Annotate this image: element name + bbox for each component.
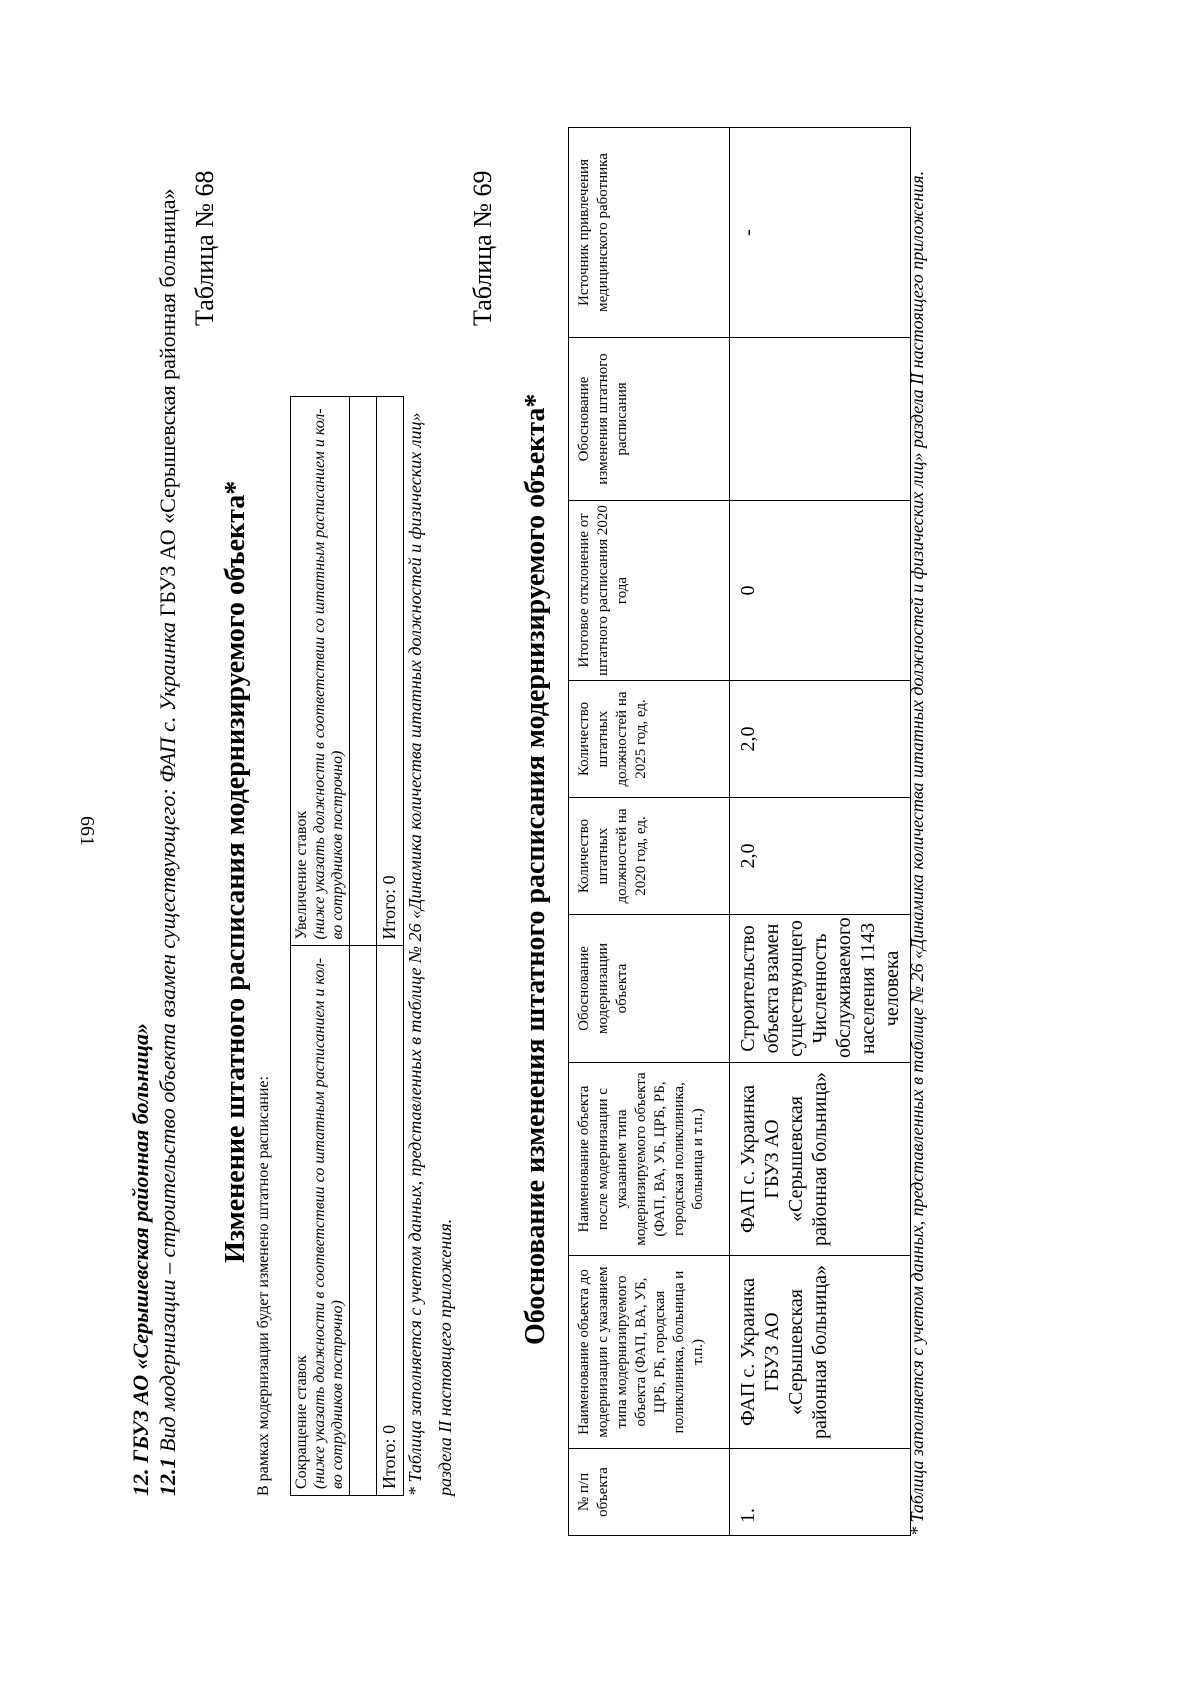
table69-footnote: * Таблица заполняется с учетом данных, представленных в таблице № 26 «Динамика количества штатных должностей и физических лиц» раздела II настоящего приложения. xyxy=(907,170,927,1536)
cell-count-2020: 2,0 xyxy=(730,798,911,915)
table69-title: Обоснование изменения штатного расписания модернизируемого объекта* xyxy=(520,393,551,1345)
header-name-before: Наименование объекта до модернизации с указанием типа модернизируемого объекта (ФАП, ВА, УБ, ЦРБ, РБ, городская поликлиника, больница и т.п.) xyxy=(569,1256,730,1449)
header-justification: Обоснование модернизации объекта xyxy=(569,915,730,1063)
header-deviation: Итоговое отклонение от штатного расписания 2020 года xyxy=(569,501,730,681)
header-name-after: Наименование объекта после модернизации с указанием типа модернизируемого объекта (ФАП, ВА, УБ, ЦРБ, РБ, городская поликлиника, больница и т.п.) xyxy=(569,1063,730,1256)
cell-name-before: ФАП с. Украинка ГБУЗ АО «Серышевская районная больница» xyxy=(730,1256,911,1449)
empty-cell xyxy=(350,946,377,1496)
header-count-2025: Количество штатных должностей на 2025 год, ед. xyxy=(569,681,730,798)
table69 xyxy=(568,127,911,1536)
header-source: Источник привлечения медицинского работника xyxy=(569,128,730,338)
cell-justification: Строительство объекта взамен существующего Численность обслуживаемого населения 1143 человека xyxy=(730,915,911,1063)
empty-cell xyxy=(350,397,377,947)
reduction-header: Сокращение ставок xyxy=(293,1355,310,1489)
increase-header: Увеличение ставок xyxy=(293,810,310,940)
cell-deviation: 0 xyxy=(730,501,911,681)
cell-source: - xyxy=(730,128,911,338)
table-row xyxy=(730,128,911,1536)
increase-header-cell xyxy=(291,397,350,947)
section-subtitle xyxy=(155,188,181,1496)
subtitle-number: 12.1 xyxy=(155,1457,180,1496)
reduction-note: (ниже указать должности в соответствии со штатным расписанием и кол-во сотрудников построчно) xyxy=(311,957,346,1489)
table69-label: Таблица № 69 xyxy=(468,170,497,326)
subtitle-text: Вид модернизации – строительство объекта взамен существующего: ФАП с. Украинка xyxy=(155,616,180,1452)
table68-title: Изменение штатного расписания модернизируемого объекта* xyxy=(220,480,251,1263)
header-change-reason: Обоснование изменения штатного расписания xyxy=(569,338,730,501)
header-count-2020: Количество штатных должностей на 2020 год, ед. xyxy=(569,798,730,915)
table68-intro: В рамках модернизации будет изменено штатное расписание: xyxy=(255,1076,272,1496)
increase-note: (ниже указать должности в соответствии со штатным расписанием и кол-во сотрудников построчно) xyxy=(311,408,346,940)
total-left: Итого: 0 xyxy=(377,946,404,1496)
cell-number: 1. xyxy=(730,1449,911,1536)
header-number: № п/п объекта xyxy=(569,1449,730,1536)
table68-footnote: * Таблица заполняется с учетом данных, представленных в таблице № 26 «Динамика количества штатных должностей и физических лиц» раздела II настоящего приложения. xyxy=(405,412,455,1496)
cell-count-2025: 2,0 xyxy=(730,681,911,798)
table68-label: Таблица № 68 xyxy=(190,170,219,326)
reduction-header-cell xyxy=(291,946,350,1496)
subtitle-organization: ГБУЗ АО «Серышевская районная больница» xyxy=(155,188,180,617)
page-number: 661 xyxy=(76,816,98,846)
section-title: 12. ГБУЗ АО «Серышевская районная больница» xyxy=(128,1023,153,1496)
cell-change-reason xyxy=(730,338,911,501)
total-right: Итого: 0 xyxy=(377,397,404,947)
table68 xyxy=(290,396,404,1496)
cell-name-after: ФАП с. Украинка ГБУЗ АО «Серышевская районная больница» xyxy=(730,1063,911,1256)
